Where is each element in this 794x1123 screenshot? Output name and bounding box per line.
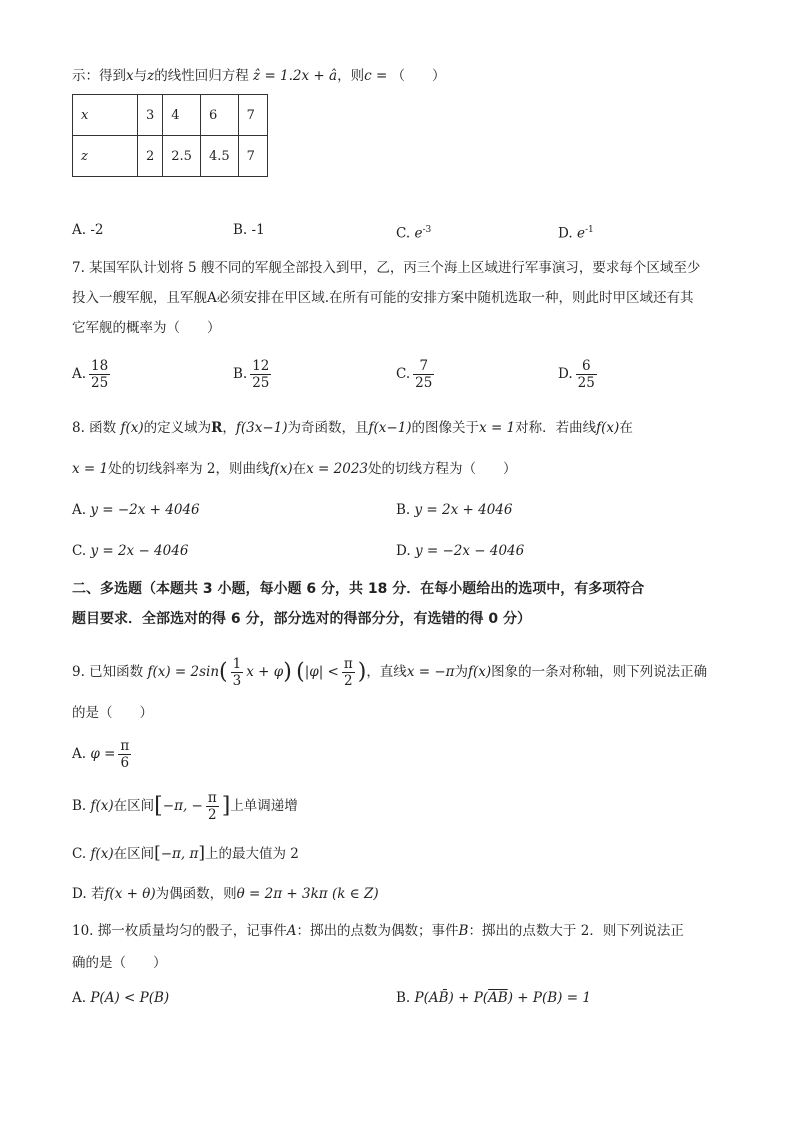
option-label: C. (72, 543, 87, 559)
var-z: z (147, 68, 155, 84)
math-fx: f(x) (90, 846, 114, 862)
math-phi-part: x + φ (246, 664, 284, 680)
denominator: 2 (207, 807, 217, 823)
q9-option-b[interactable] (72, 790, 298, 823)
paren-close: ) (357, 659, 367, 685)
q9-text: 图象的一条对称轴，则下列说法正确 (491, 664, 708, 680)
option-fraction (89, 358, 110, 391)
math-fx-def: f(x) = 2sin (147, 664, 220, 680)
option-text: A. -2 (72, 222, 104, 238)
option-label: C. (396, 366, 411, 382)
q9-option-a[interactable] (72, 738, 134, 771)
denominator: 25 (577, 375, 595, 391)
q8-line-1 (72, 418, 722, 438)
q7-option-a[interactable] (72, 358, 113, 391)
table-cell: 2 (138, 136, 163, 177)
denominator: 2 (343, 673, 353, 689)
q8-option-a[interactable] (72, 500, 200, 520)
table-cell: 6 (200, 95, 238, 136)
paren-close: ) (283, 659, 292, 685)
q6-intro (72, 66, 722, 86)
option-label: B. (233, 366, 248, 382)
q8-option-b[interactable] (396, 500, 513, 520)
option-label: B. (396, 502, 411, 518)
q8-text: 在 (619, 420, 633, 436)
option-exponent: -3 (422, 225, 432, 235)
option-label: D. (558, 366, 573, 382)
q8-text: ， (222, 420, 236, 436)
table-cell: 4 (163, 95, 201, 136)
option-text: y = 2x − 4046 (90, 543, 189, 559)
q10-option-b[interactable] (396, 988, 591, 1008)
section-heading-line-2: 题目要求．全部选对的得 6 分，部分选对的得部分分，有选错的得 0 分） (72, 611, 531, 627)
option-text: ) + P(B) = 1 (507, 990, 591, 1006)
var-c: c (364, 68, 372, 84)
math-x1: x = 1 (72, 461, 109, 477)
q8-text: 的图像关于 (411, 420, 480, 436)
option-label: B. (396, 990, 411, 1006)
math-fx: f(x) (90, 798, 114, 814)
q8-text: 在 (292, 461, 307, 477)
paren-open: ( (296, 659, 305, 685)
option-text: 在区间 (113, 846, 155, 862)
q8-text: 处的切线方程为（ ） (368, 461, 517, 477)
interval-text: −π, − (162, 798, 203, 814)
section-heading-line-1: 二、多选题（本题共 3 小题，每小题 6 分，共 18 分．在每小题给出的选项中，有多项符合 (72, 581, 645, 597)
table-row (73, 95, 268, 136)
bracket-close: ] (221, 793, 231, 819)
option-fraction (413, 358, 434, 391)
math-k-in-Z: (k ∈ Z) (331, 886, 379, 902)
math-line: x = −π (406, 664, 455, 680)
numerator: π (120, 738, 130, 754)
q8-option-c[interactable] (72, 541, 188, 561)
q10-option-a[interactable] (72, 988, 169, 1008)
numerator: π (343, 656, 353, 672)
option-label: A. (72, 366, 87, 382)
table-cell: 4.5 (200, 136, 238, 177)
event-B: B (458, 923, 469, 939)
q8-text: 处的切线斜率为 2，则曲线 (108, 461, 270, 477)
q10-text: ：掷出的点数为偶数；事件 (296, 923, 459, 939)
option-exponent: -1 (584, 225, 594, 235)
q10-line-1 (72, 921, 722, 941)
q7-line-1: 7. 某国军队计划将 5 艘不同的军舰全部投入到甲，乙，丙三个海上区域进行军事演习，要求每个区域至少 (72, 260, 701, 276)
q9-line-1 (72, 656, 722, 689)
fraction (118, 738, 131, 771)
interval-text: −π, π (160, 846, 199, 862)
option-text: P(A) < P(B) (90, 990, 170, 1006)
math-fx-1: f(x−1) (368, 420, 412, 436)
q9-option-d[interactable] (72, 884, 379, 904)
numerator: π (207, 790, 217, 806)
option-base: e (576, 225, 585, 242)
numerator: 1 (232, 656, 242, 672)
option-text: φ = (90, 746, 116, 762)
denominator: 25 (252, 375, 270, 391)
math-f3x: f(3x−1) (235, 420, 288, 436)
option-label: A. (72, 502, 87, 518)
option-text: B. -1 (233, 222, 265, 238)
q6-intro-text: 示：得到 (72, 68, 126, 84)
numerator: 6 (576, 358, 597, 375)
option-text: P(AB̄) + P( (414, 990, 489, 1006)
numerator: 18 (91, 358, 109, 374)
option-label: A. (72, 990, 87, 1006)
q9-text: 9. 已知函数 (72, 664, 144, 680)
q6-option-b[interactable] (233, 220, 265, 240)
option-text: 上的最大值为 2 (205, 846, 299, 862)
math-fx: f(x) (468, 664, 492, 680)
math-x1: x = 1 (479, 420, 516, 436)
regression-equation: ẑ = 1.2x + â (253, 68, 338, 84)
table-row (73, 136, 268, 177)
option-overline-AB: $\overline{AB}$ (488, 990, 508, 1006)
option-label: D. (558, 225, 573, 242)
option-label: D. (396, 543, 411, 559)
q7-option-d[interactable] (558, 358, 600, 391)
math-condition: |φ| < (304, 664, 339, 680)
denominator: 25 (91, 375, 109, 391)
denominator: 25 (415, 375, 433, 391)
option-label: C. (72, 846, 87, 862)
option-label: D. (72, 886, 87, 902)
math-theta: θ = 2π + 3kπ (236, 886, 328, 902)
math-fx: f(x) (596, 420, 620, 436)
math-fx: f(x) (269, 461, 293, 477)
q10-line-2: 确的是（ ） (72, 955, 167, 971)
fraction (231, 656, 244, 689)
fraction (206, 790, 219, 823)
q7-line-3: 它军舰的概率为（ ） (72, 320, 221, 336)
table-cell: z (73, 136, 138, 177)
var-x: x (126, 68, 134, 84)
q7-option-c[interactable] (396, 358, 437, 391)
q9-text: ，直线 (366, 664, 407, 680)
numerator: 12 (252, 358, 270, 374)
q7-line-2: 投入一艘军舰，且军舰A必须安排在甲区域.在所有可能的安排方案中随机选取一种，则此时甲区域还有其 (72, 290, 694, 306)
option-label: A. (72, 746, 87, 762)
q6-option-a[interactable] (72, 220, 103, 240)
option-text: 上单调递增 (230, 798, 298, 814)
math-x2023: x = 2023 (306, 461, 369, 477)
math-fx-theta: f(x + θ) (104, 886, 156, 902)
option-text: 为偶函数，则 (155, 886, 237, 902)
table-cell: x (73, 95, 138, 136)
q6-ze: ，则 (337, 68, 365, 84)
q9-line-2: 的是（ ） (72, 705, 153, 721)
option-text: y = 2x + 4046 (414, 502, 513, 518)
q6-yu: 与 (133, 68, 148, 84)
q8-line-2 (72, 459, 722, 479)
numerator: 7 (413, 358, 434, 375)
q8-text: 的定义域为 (143, 420, 212, 436)
q8-text: 为奇函数，且 (287, 420, 369, 436)
q8-text: 8. 函数 (72, 420, 117, 436)
option-text: 若 (90, 886, 105, 902)
q6-intro-mid: 的线性回归方程 (154, 68, 249, 84)
option-label: B. (72, 798, 87, 814)
q7-option-b[interactable] (233, 358, 274, 391)
real-set-R: R (211, 420, 223, 436)
event-A: A (286, 923, 297, 939)
option-base: e (414, 225, 423, 242)
q6-data-table (72, 94, 268, 177)
table-cell: 2.5 (163, 136, 201, 177)
q9-text: 为 (454, 664, 469, 680)
q10-text: 10. 掷一枚质量均匀的骰子，记事件 (72, 923, 287, 939)
q6-option-d[interactable] (558, 220, 594, 244)
fraction (342, 656, 355, 689)
q6-option-c[interactable] (396, 220, 431, 244)
q9-option-c[interactable]: C. f(x)在区间[−π, π]上的最大值为 2 (72, 843, 299, 863)
denominator: 3 (232, 673, 242, 689)
table-cell: 7 (238, 136, 267, 177)
option-text: y = −2x − 4046 (414, 543, 525, 559)
math-fx: f(x) (120, 420, 144, 436)
paren-open: ( (219, 659, 228, 685)
q8-text: 对称．若曲线 (515, 420, 597, 436)
denominator: 6 (120, 755, 130, 771)
q8-option-d[interactable] (396, 541, 524, 561)
option-text: y = −2x + 4046 (90, 502, 200, 518)
bracket-open: [ (154, 793, 163, 819)
option-text: 在区间 (113, 798, 155, 814)
table-cell: 3 (138, 95, 163, 136)
option-label: C. (396, 225, 411, 242)
table-cell: 7 (238, 95, 267, 136)
option-fraction (576, 358, 597, 391)
q10-text: ：掷出的点数大于 2．则下列说法正 (468, 923, 684, 939)
q6-intro-end: = （ ） (375, 68, 446, 84)
option-fraction (250, 358, 271, 391)
